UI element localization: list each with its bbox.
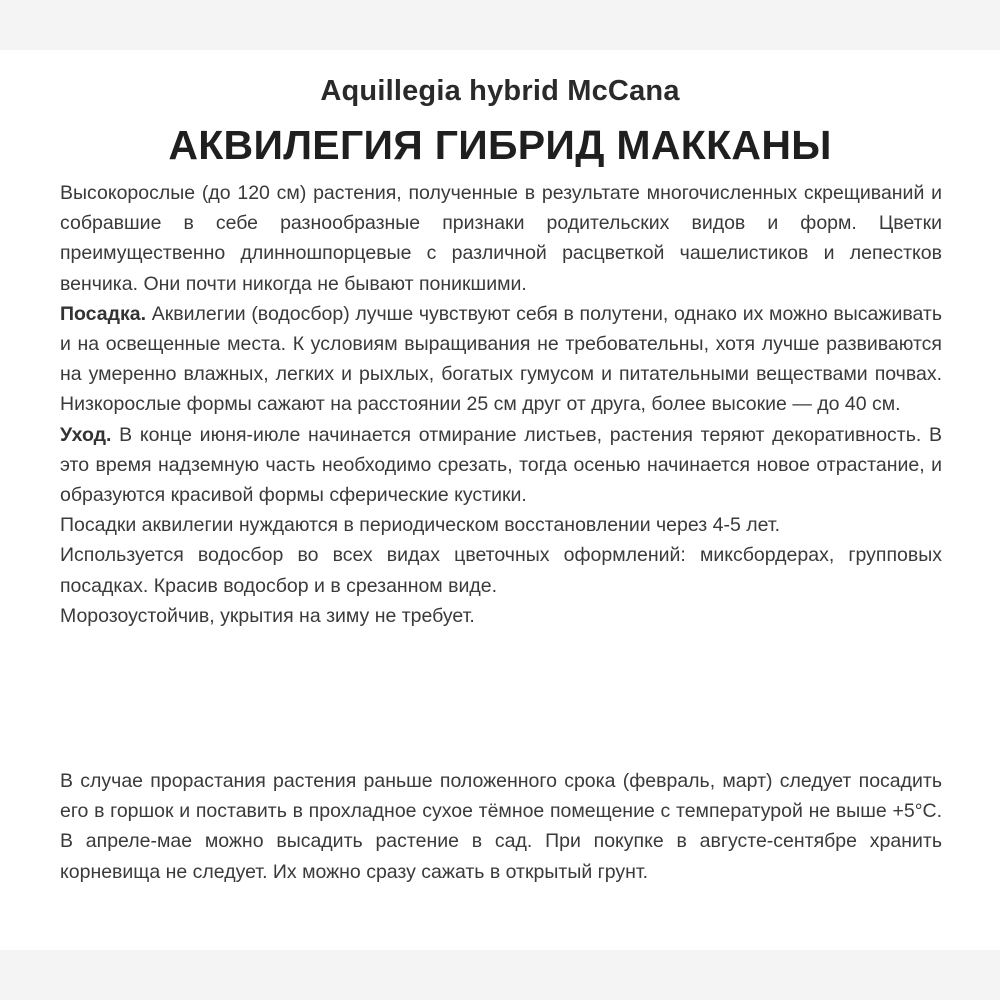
planting-paragraph [60,299,942,420]
planting-label: Посадка. [60,302,146,325]
usage-paragraph: Используется водосбор во всех видах цветочных оформлений: миксбордерах, групповых посадках. Красив водосбор и в срезанном виде. [60,544,942,597]
hardiness-paragraph: Морозоустойчив, укрытия на зиму не требует. [60,604,475,627]
care-text: В конце июня-июле начинается отмирание листьев, растения теряют декоративность. В это время надземную часть необходимо срезать, тогда осенью начинается новое отрастание, и образуются красивой формы сферические кустики. [60,423,942,507]
storage-note-paragraph: В случае прорастания растения раньше положенного срока (февраль, март) следует посадить его в горшок и поставить в прохладное сухое тёмное помещение с температурой не выше +5°С. В апреле-мае можно высадить растение в сад. При покупке в августе-сентябре хранить корневища не следует. Их можно сразу сажать в открытый грунт. [60,770,942,883]
russian-name-heading: АКВИЛЕГИЯ ГИБРИД МАККАНЫ [168,122,832,168]
storage-note-block [60,766,942,887]
product-label-page [0,50,1000,950]
care-paragraph [60,420,942,511]
description-block [60,178,942,631]
planting-text: Аквилегии (водосбор) лучше чувствуют себя в полутени, однако их можно высаживать и на освещенные места. К условиям выращивания не требовательны, хотя лучше развиваются на умеренно влажных, легких и рыхлых, богатых гумусом и питательными веществами почвах. Низкорослые формы сажают на расстоянии 25 см друг от друга, более высокие — до 40 см. [60,302,942,416]
latin-name-heading: Aquillegia hybrid McCana [320,75,680,107]
care-label: Уход. [60,423,112,446]
intro-paragraph: Высокорослые (до 120 см) растения, полученные в результате многочисленных скрещиваний и собравшие в себе разнообразные признаки родительских видов и форм. Цветки преимущественно длинношпорцевые с различной расцветкой чашелистиков и лепестков венчика. Они почти никогда не бывают поникшими. [60,182,942,295]
renewal-paragraph: Посадки аквилегии нуждаются в периодическом восстановлении через 4-5 лет. [60,514,781,537]
